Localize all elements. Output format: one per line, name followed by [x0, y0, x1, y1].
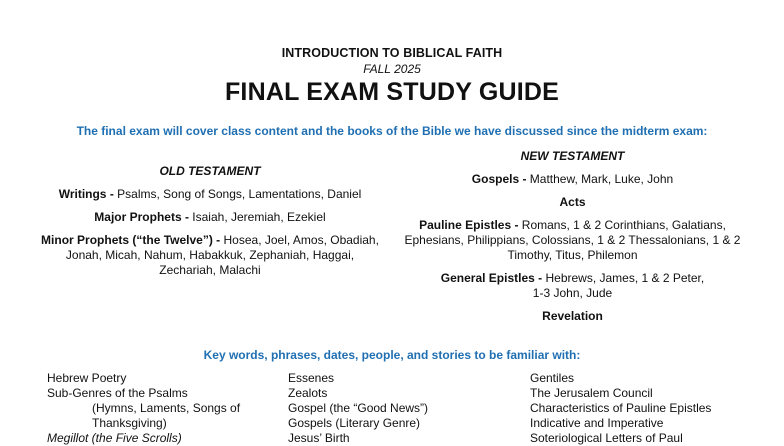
page-title: FINAL EXAM STUDY GUIDE — [224, 78, 560, 106]
keywords-column-2 — [288, 371, 518, 446]
keywords-heading: Key words, phrases, dates, people, and stories to be familiar with: — [203, 348, 581, 362]
new-testament-heading: NEW TESTAMENT — [520, 149, 625, 163]
nt-pauline-epistles: Pauline Epistles - Romans, 1 & 2 Corinthians, Galatians, Ephesians, Philippians, Colossians, 1 & 2 Thessalonians, 1 & 2 Timothy, Titus, Philemon — [404, 218, 741, 262]
term-label: FALL 2025 — [363, 62, 421, 76]
list-item: Characteristics of Pauline Epistles — [530, 401, 712, 415]
list-item: The Jerusalem Council — [530, 386, 653, 400]
list-item: Gospel (the “Good News”) — [288, 401, 429, 415]
list-item: Jesus’ Birth — [288, 431, 350, 445]
list-item: Indicative and Imperative — [530, 416, 664, 430]
list-item: Gentiles — [530, 371, 575, 385]
list-item: Soteriological Letters of Paul — [530, 431, 683, 445]
new-testament-column — [395, 149, 750, 332]
list-item: Essenes — [288, 371, 335, 385]
nt-general-epistles: General Epistles - Hebrews, James, 1 & 2 Peter, 1-3 John, Jude — [440, 271, 705, 300]
list-item: (Hymns, Laments, Songs of Thanksgiving) — [92, 401, 241, 430]
ot-major-prophets: Major Prophets - Isaiah, Jeremiah, Ezekiel — [94, 210, 326, 224]
list-item: Hebrew Poetry — [47, 371, 127, 385]
old-testament-heading: OLD TESTAMENT — [159, 164, 261, 178]
ot-minor-prophets: Minor Prophets (“the Twelve”) - Hosea, Joel, Amos, Obadiah, Jonah, Micah, Nahum, Habakkuk, Zephaniah, Haggai, Zechariah, Malachi — [41, 233, 379, 277]
course-title: INTRODUCTION TO BIBLICAL FAITH — [281, 46, 503, 60]
nt-acts: Acts — [559, 195, 586, 209]
list-item: Zealots — [288, 386, 328, 400]
list-item: Megillot (the Five Scrolls) — [47, 431, 182, 445]
list-item: Gospels (Literary Genre) — [288, 416, 421, 430]
nt-gospels: Gospels - Matthew, Mark, Luke, John — [471, 172, 674, 186]
keywords-column-3 — [530, 371, 770, 446]
intro-text: The final exam will cover class content and the books of the Bible we have discussed since the midterm exam: — [76, 124, 708, 138]
keywords-column-1 — [47, 371, 277, 446]
ot-writings: Writings - Psalms, Song of Songs, Lamentations, Daniel — [58, 187, 362, 201]
nt-revelation: Revelation — [542, 309, 603, 323]
old-testament-column — [40, 164, 380, 286]
list-item: Sub-Genres of the Psalms — [47, 386, 188, 400]
